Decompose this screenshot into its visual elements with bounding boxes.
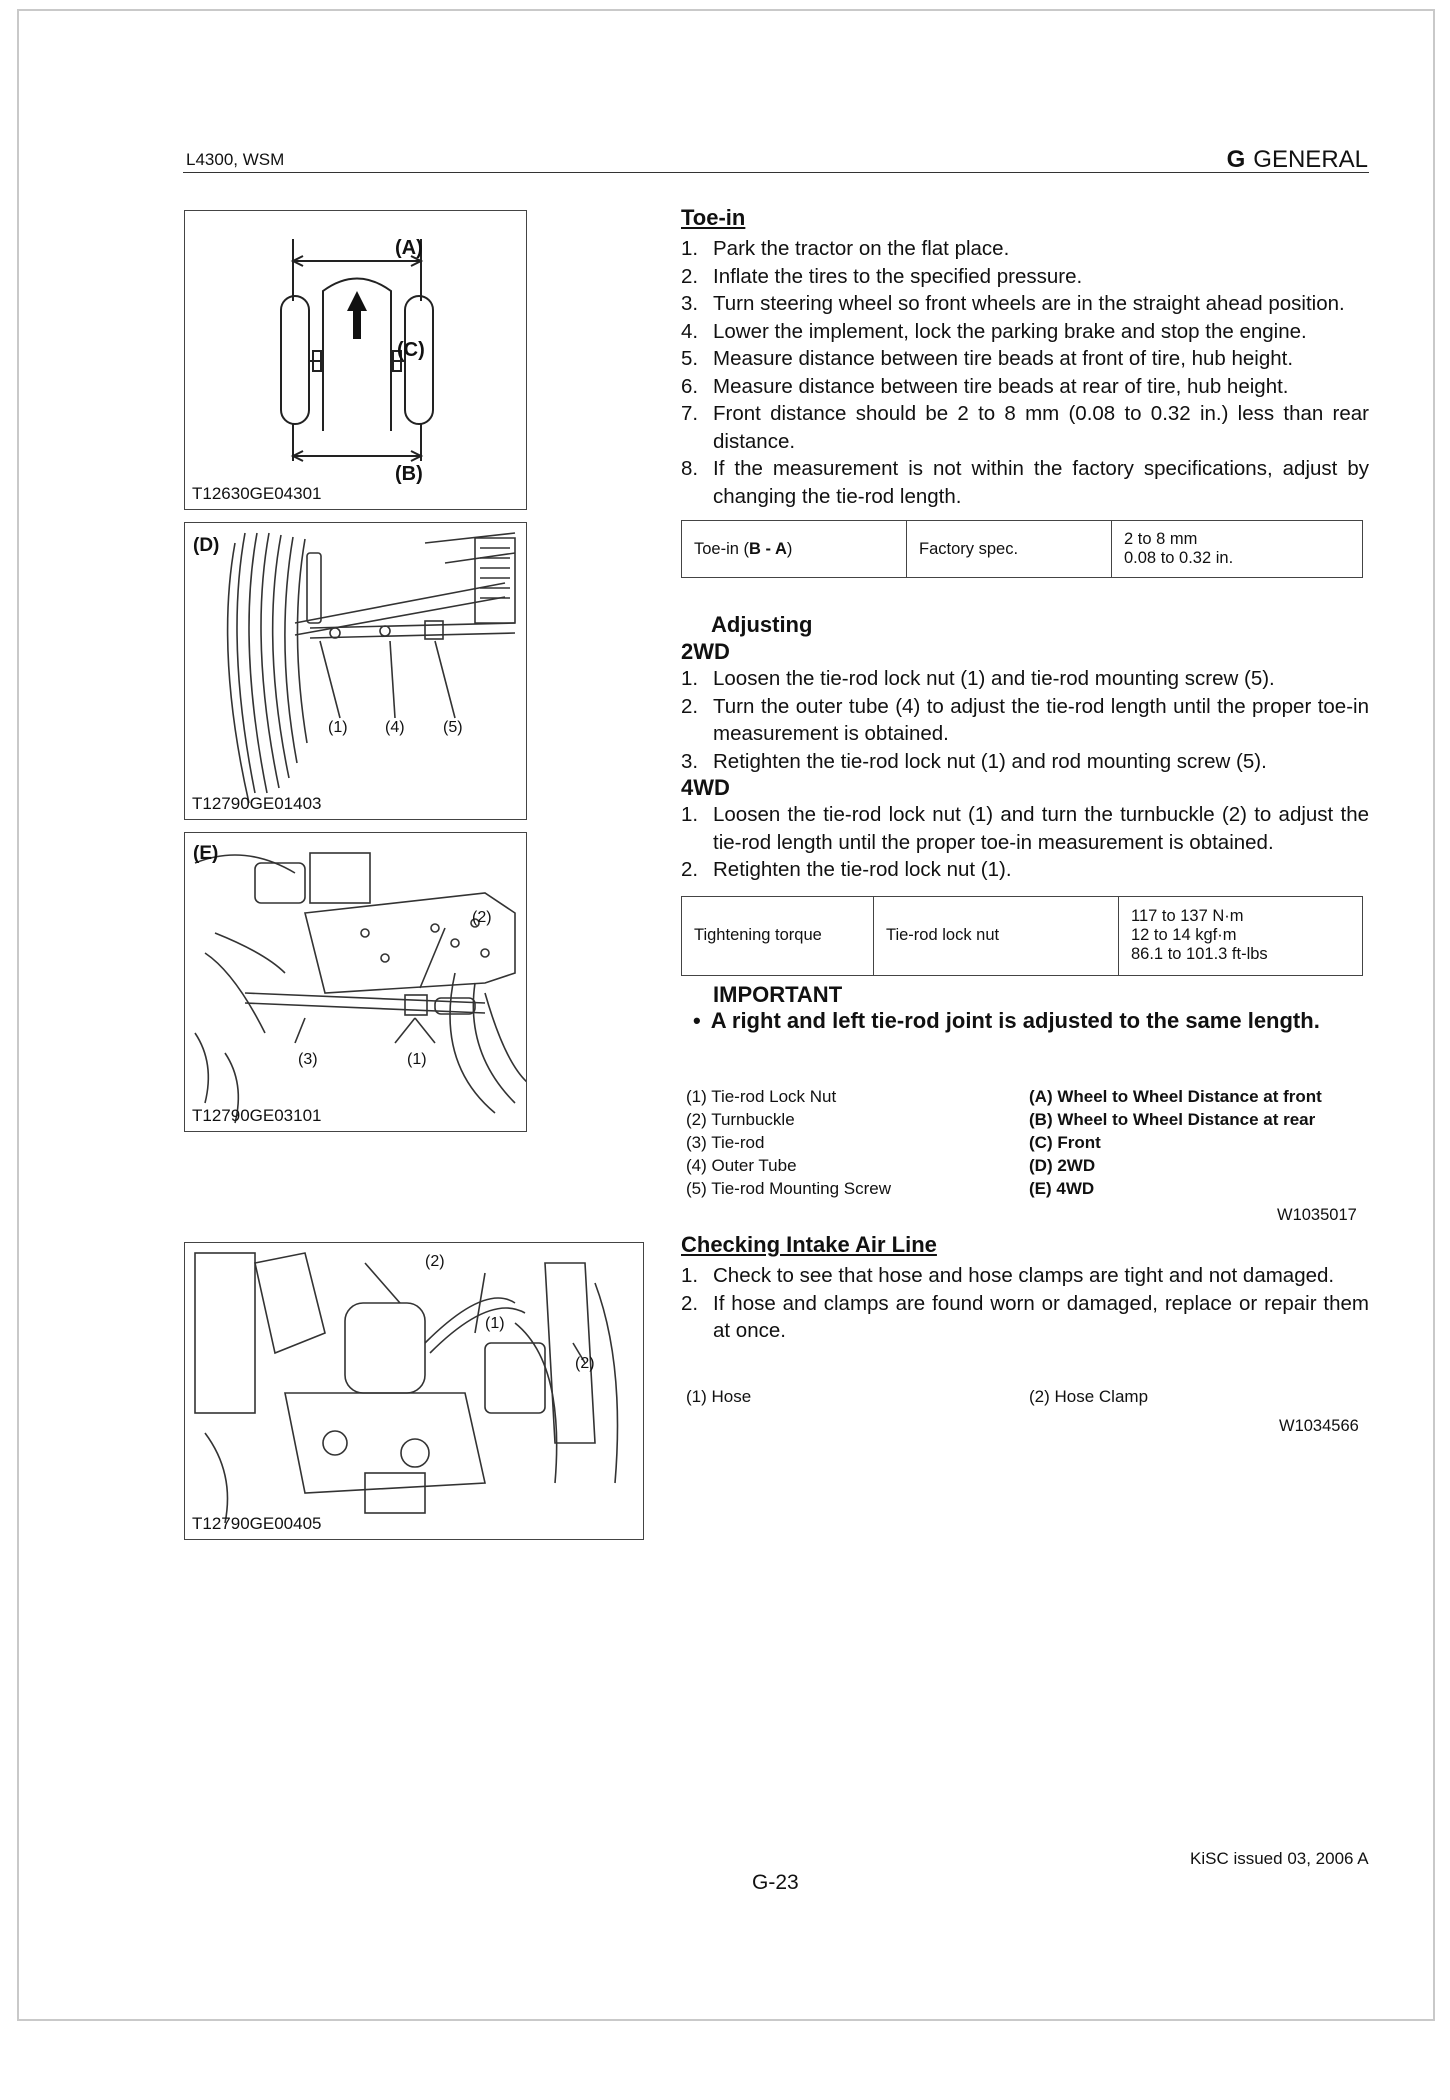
important-note: • A right and left tie-rod joint is adjusted to the same length. bbox=[693, 1007, 1320, 1033]
doc-code: W1035017 bbox=[1277, 1206, 1357, 1224]
legend-item: (1) Tie-rod Lock Nut bbox=[686, 1087, 837, 1106]
figure-caption: T12790GE03101 bbox=[192, 1106, 322, 1125]
callout-4: (4) bbox=[385, 719, 405, 736]
label-a: (A) bbox=[395, 237, 423, 259]
callout-2: (2) bbox=[472, 909, 492, 926]
toe-in-title: Toe-in bbox=[681, 205, 746, 230]
list-item: 2. Retighten the tie-rod lock nut (1). bbox=[681, 858, 1012, 881]
torque-table bbox=[681, 896, 1363, 976]
list-item: 3. Turn steering wheel so front wheels are in the straight ahead position. bbox=[681, 292, 1345, 315]
intake-section bbox=[681, 1232, 1369, 1345]
section-name: GENERAL bbox=[1253, 146, 1368, 173]
legend-item: (3) Tie-rod bbox=[686, 1133, 765, 1152]
labels-legend bbox=[1029, 1085, 1322, 1200]
section-letter: G bbox=[1226, 146, 1246, 173]
label-e: (E) bbox=[193, 843, 219, 864]
label-b: (B) bbox=[395, 463, 423, 485]
adjusting-section bbox=[681, 612, 1369, 1034]
legend-item: (E) 4WD bbox=[1029, 1179, 1095, 1198]
4wd-title: 4WD bbox=[681, 775, 730, 800]
toe-in-figure bbox=[184, 210, 527, 510]
legend-item: (C) Front bbox=[1029, 1133, 1101, 1152]
footer-issued: KiSC issued 03, 2006 A bbox=[1190, 1849, 1369, 1868]
list-item: 2. If hose and clamps are found worn or damaged, replace or repair them at once. bbox=[681, 1291, 1369, 1342]
toe-in-section bbox=[681, 205, 1369, 578]
list-item: 2. Turn the outer tube (4) to adjust the tie-rod length until the proper toe-in measurement is obtained. bbox=[681, 694, 1369, 745]
torque-part: Tie-rod lock nut bbox=[874, 896, 1119, 975]
torque-item: Tightening torque bbox=[682, 896, 874, 975]
2wd-title: 2WD bbox=[681, 639, 730, 664]
legend-item: (D) 2WD bbox=[1029, 1156, 1096, 1175]
list-item: 5. Measure distance between tire beads at front of tire, hub height. bbox=[681, 347, 1294, 370]
figure-caption: T12630GE04301 bbox=[192, 484, 322, 503]
4wd-illustration bbox=[185, 833, 527, 1132]
legend-item: (A) Wheel to Wheel Distance at front bbox=[1029, 1087, 1322, 1106]
intake-steps bbox=[681, 1262, 1369, 1345]
legend-item: (4) Outer Tube bbox=[686, 1156, 797, 1175]
doc-code: W1034566 bbox=[1279, 1417, 1359, 1435]
list-item: 1. Loosen the tie-rod lock nut (1) and tie-rod mounting screw (5). bbox=[681, 667, 1275, 690]
spec-kind: Factory spec. bbox=[907, 521, 1112, 578]
callout-1: (1) bbox=[485, 1315, 505, 1332]
legend-item: (2) Turnbuckle bbox=[686, 1110, 795, 1129]
callout-2-right: (2) bbox=[575, 1355, 595, 1372]
list-item: 1. Loosen the tie-rod lock nut (1) and turn the turnbuckle (2) to adjust the tie-rod length until the proper toe-in measurement is obtained. bbox=[681, 803, 1369, 854]
adjusting-title: Adjusting bbox=[711, 612, 813, 637]
list-item: 3. Retighten the tie-rod lock nut (1) and rod mounting screw (5). bbox=[681, 749, 1267, 773]
figure-caption: T12790GE01403 bbox=[192, 794, 322, 813]
callout-3: (3) bbox=[298, 1051, 318, 1068]
header-section bbox=[1227, 146, 1368, 174]
list-item: 1. Park the tractor on the flat place. bbox=[681, 237, 1010, 260]
header-rule bbox=[183, 172, 1369, 173]
label-c: (C) bbox=[397, 339, 425, 361]
2wd-figure bbox=[184, 522, 527, 820]
2wd-illustration bbox=[185, 523, 527, 820]
intake-illustration bbox=[185, 1243, 644, 1540]
spec-value: 2 to 8 mm 0.08 to 0.32 in. bbox=[1112, 521, 1363, 578]
callout-1: (1) bbox=[328, 719, 348, 736]
torque-value: 117 to 137 N·m 12 to 14 kgf·m 86.1 to 101.3 ft-lbs bbox=[1119, 896, 1363, 975]
list-item: 4. Lower the implement, lock the parking brake and stop the engine. bbox=[681, 319, 1307, 343]
legend-item: (5) Tie-rod Mounting Screw bbox=[686, 1179, 892, 1198]
header-model: L4300, WSM bbox=[186, 150, 285, 169]
spec-item: Toe-in (B - A) bbox=[682, 521, 907, 578]
list-item: 7. Front distance should be 2 to 8 mm (0.08 to 0.32 in.) less than rear distance. bbox=[681, 402, 1369, 453]
list-item: 1. Check to see that hose and hose clamps are tight and not damaged. bbox=[681, 1264, 1335, 1287]
list-item: 6. Measure distance between tire beads at rear of tire, hub height. bbox=[681, 374, 1289, 398]
important-title: IMPORTANT bbox=[713, 981, 843, 1007]
list-item: 2. Inflate the tires to the specified pressure. bbox=[681, 264, 1083, 288]
toe-in-diagram bbox=[185, 211, 527, 510]
4wd-figure bbox=[184, 832, 527, 1132]
list-item: 8. If the measurement is not within the factory specifications, adjust by changing the tie-rod length. bbox=[681, 457, 1369, 508]
label-d: (D) bbox=[193, 535, 220, 556]
toe-in-steps bbox=[681, 235, 1369, 510]
intake-legend-right: (2) Hose Clamp bbox=[1029, 1387, 1149, 1406]
4wd-steps bbox=[681, 801, 1369, 884]
toe-in-spec-table bbox=[681, 520, 1363, 578]
2wd-steps bbox=[681, 665, 1369, 775]
callout-5: (5) bbox=[443, 719, 463, 736]
figure-caption: T12790GE00405 bbox=[192, 1514, 322, 1533]
parts-legend bbox=[686, 1085, 891, 1200]
callout-1: (1) bbox=[407, 1051, 427, 1068]
intake-legend-left: (1) Hose bbox=[686, 1387, 752, 1406]
page-number: G-23 bbox=[752, 1871, 799, 1894]
legend-item: (B) Wheel to Wheel Distance at rear bbox=[1029, 1110, 1316, 1129]
intake-title: Checking Intake Air Line bbox=[681, 1232, 937, 1257]
callout-2-top: (2) bbox=[425, 1253, 445, 1270]
intake-figure bbox=[184, 1242, 644, 1540]
